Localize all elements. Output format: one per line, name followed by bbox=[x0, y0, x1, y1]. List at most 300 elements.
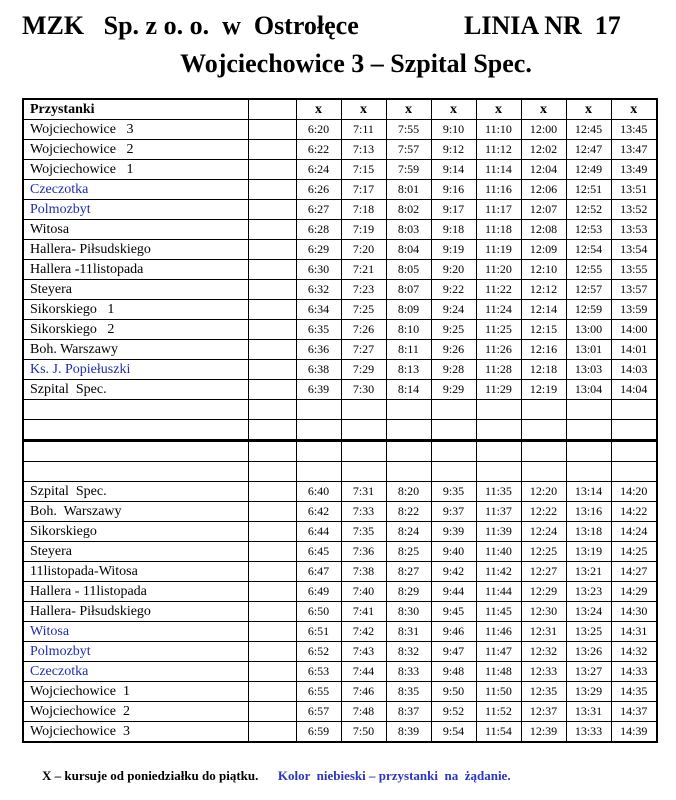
stop-name: Hallera - 11listopada bbox=[23, 582, 248, 602]
empty-cell bbox=[296, 462, 341, 482]
stop-name: Czeczotka bbox=[23, 180, 248, 200]
departure-time: 11:44 bbox=[476, 582, 521, 602]
departure-time: 13:31 bbox=[566, 702, 611, 722]
empty-cell bbox=[341, 400, 386, 420]
departure-time: 7:50 bbox=[341, 722, 386, 743]
departure-time: 12:33 bbox=[521, 662, 566, 682]
day-mark: x bbox=[566, 99, 611, 120]
departure-time: 13:25 bbox=[566, 622, 611, 642]
departure-time: 7:35 bbox=[341, 522, 386, 542]
timetable-row bbox=[23, 642, 657, 662]
departure-time: 7:41 bbox=[341, 602, 386, 622]
departure-time: 6:53 bbox=[296, 662, 341, 682]
day-mark: x bbox=[341, 99, 386, 120]
departure-time: 14:01 bbox=[611, 340, 657, 360]
departure-time: 7:40 bbox=[341, 582, 386, 602]
stop-name: Sikorskiego bbox=[23, 522, 248, 542]
departure-time: 13:54 bbox=[611, 240, 657, 260]
departure-time: 12:51 bbox=[566, 180, 611, 200]
timetable-row bbox=[23, 260, 657, 280]
stop-name: Wojciechowice 1 bbox=[23, 682, 248, 702]
timetable-row bbox=[23, 602, 657, 622]
spacer-cell bbox=[248, 200, 296, 220]
departure-time: 8:22 bbox=[386, 502, 431, 522]
spacer-cell bbox=[248, 522, 296, 542]
spacer-cell bbox=[248, 582, 296, 602]
footer-legend bbox=[42, 768, 662, 784]
departure-time: 7:46 bbox=[341, 682, 386, 702]
departure-time: 13:00 bbox=[566, 320, 611, 340]
empty-cell bbox=[521, 400, 566, 420]
departure-time: 9:37 bbox=[431, 502, 476, 522]
departure-time: 14:22 bbox=[611, 502, 657, 522]
timetable-row bbox=[23, 240, 657, 260]
company-name: MZK Sp. z o. o. w Ostrołęce bbox=[22, 11, 359, 40]
departure-time: 8:24 bbox=[386, 522, 431, 542]
departure-time: 9:26 bbox=[431, 340, 476, 360]
departure-time: 9:52 bbox=[431, 702, 476, 722]
route-title: Wojciechowice 3 – Szpital Spec. bbox=[180, 49, 532, 78]
day-mark: x bbox=[611, 99, 657, 120]
departure-time: 13:55 bbox=[611, 260, 657, 280]
departure-time: 11:24 bbox=[476, 300, 521, 320]
departure-time: 14:24 bbox=[611, 522, 657, 542]
departure-time: 9:18 bbox=[431, 220, 476, 240]
empty-cell bbox=[521, 441, 566, 462]
empty-cell bbox=[521, 420, 566, 441]
spacer-cell bbox=[248, 380, 296, 400]
header-line1 bbox=[22, 8, 662, 44]
departure-time: 13:04 bbox=[566, 380, 611, 400]
departure-time: 9:47 bbox=[431, 642, 476, 662]
departure-time: 8:07 bbox=[386, 280, 431, 300]
departure-time: 13:59 bbox=[611, 300, 657, 320]
departure-time: 13:21 bbox=[566, 562, 611, 582]
departure-time: 11:28 bbox=[476, 360, 521, 380]
departure-time: 6:42 bbox=[296, 502, 341, 522]
legend-weekdays: X – kursuje od poniedziałku do piątku. bbox=[42, 768, 259, 783]
empty-cell bbox=[341, 420, 386, 441]
timetable-row bbox=[23, 482, 657, 502]
departure-time: 11:47 bbox=[476, 642, 521, 662]
empty-cell bbox=[386, 420, 431, 441]
departure-time: 14:03 bbox=[611, 360, 657, 380]
empty-cell bbox=[611, 400, 657, 420]
departure-time: 11:39 bbox=[476, 522, 521, 542]
timetable-row bbox=[23, 502, 657, 522]
departure-time: 12:27 bbox=[521, 562, 566, 582]
departure-time: 6:32 bbox=[296, 280, 341, 300]
departure-time: 9:17 bbox=[431, 200, 476, 220]
empty-cell bbox=[23, 400, 248, 420]
spacer-cell bbox=[248, 360, 296, 380]
departure-time: 12:18 bbox=[521, 360, 566, 380]
departure-time: 8:31 bbox=[386, 622, 431, 642]
departure-time: 8:10 bbox=[386, 320, 431, 340]
departure-time: 13:24 bbox=[566, 602, 611, 622]
departure-time: 13:01 bbox=[566, 340, 611, 360]
departure-time: 9:54 bbox=[431, 722, 476, 743]
spacer-cell bbox=[248, 502, 296, 522]
departure-time: 12:31 bbox=[521, 622, 566, 642]
departure-time: 9:40 bbox=[431, 542, 476, 562]
departure-time: 6:34 bbox=[296, 300, 341, 320]
departure-time: 7:26 bbox=[341, 320, 386, 340]
departure-time: 9:16 bbox=[431, 180, 476, 200]
timetable-row bbox=[23, 380, 657, 400]
departure-time: 13:52 bbox=[611, 200, 657, 220]
departure-time: 13:19 bbox=[566, 542, 611, 562]
departure-time: 7:30 bbox=[341, 380, 386, 400]
departure-time: 7:36 bbox=[341, 542, 386, 562]
departure-time: 6:51 bbox=[296, 622, 341, 642]
empty-cell bbox=[296, 420, 341, 441]
departure-time: 7:25 bbox=[341, 300, 386, 320]
stop-name: Wojciechowice 3 bbox=[23, 120, 248, 140]
departure-time: 6:22 bbox=[296, 140, 341, 160]
stop-name: Wojciechowice 1 bbox=[23, 160, 248, 180]
day-mark: x bbox=[521, 99, 566, 120]
empty-cell bbox=[296, 441, 341, 462]
stop-name: Boh. Warszawy bbox=[23, 502, 248, 522]
departure-time: 7:55 bbox=[386, 120, 431, 140]
spacer-cell bbox=[248, 220, 296, 240]
departure-time: 7:29 bbox=[341, 360, 386, 380]
timetable-row bbox=[23, 320, 657, 340]
departure-time: 12:00 bbox=[521, 120, 566, 140]
departure-time: 6:29 bbox=[296, 240, 341, 260]
departure-time: 6:35 bbox=[296, 320, 341, 340]
departure-time: 12:10 bbox=[521, 260, 566, 280]
departure-time: 13:53 bbox=[611, 220, 657, 240]
departure-time: 9:42 bbox=[431, 562, 476, 582]
departure-time: 11:22 bbox=[476, 280, 521, 300]
empty-cell bbox=[23, 420, 248, 441]
departure-time: 7:31 bbox=[341, 482, 386, 502]
departure-time: 6:52 bbox=[296, 642, 341, 662]
stop-name: Sikorskiego 2 bbox=[23, 320, 248, 340]
departure-time: 6:47 bbox=[296, 562, 341, 582]
departure-time: 6:30 bbox=[296, 260, 341, 280]
departure-time: 8:27 bbox=[386, 562, 431, 582]
spacer-cell bbox=[248, 160, 296, 180]
departure-time: 6:50 bbox=[296, 602, 341, 622]
departure-time: 8:13 bbox=[386, 360, 431, 380]
stop-name: Polmozbyt bbox=[23, 200, 248, 220]
departure-time: 6:45 bbox=[296, 542, 341, 562]
departure-time: 11:20 bbox=[476, 260, 521, 280]
spacer-cell bbox=[248, 300, 296, 320]
stop-name: Hallera -11listopada bbox=[23, 260, 248, 280]
timetable-row bbox=[23, 120, 657, 140]
empty-cell bbox=[431, 420, 476, 441]
departure-time: 13:18 bbox=[566, 522, 611, 542]
day-mark: x bbox=[296, 99, 341, 120]
departure-time: 9:22 bbox=[431, 280, 476, 300]
spacer-cell bbox=[248, 702, 296, 722]
departure-time: 11:50 bbox=[476, 682, 521, 702]
departure-time: 7:23 bbox=[341, 280, 386, 300]
departure-time: 12:45 bbox=[566, 120, 611, 140]
departure-time: 12:08 bbox=[521, 220, 566, 240]
empty-cell bbox=[566, 462, 611, 482]
departure-time: 9:25 bbox=[431, 320, 476, 340]
departure-time: 8:35 bbox=[386, 682, 431, 702]
timetable-row bbox=[23, 562, 657, 582]
empty-cell bbox=[476, 400, 521, 420]
departure-time: 12:15 bbox=[521, 320, 566, 340]
departure-time: 7:15 bbox=[341, 160, 386, 180]
departure-time: 7:19 bbox=[341, 220, 386, 240]
stop-name: Witosa bbox=[23, 220, 248, 240]
empty-cell bbox=[566, 400, 611, 420]
departure-time: 14:32 bbox=[611, 642, 657, 662]
departure-time: 7:11 bbox=[341, 120, 386, 140]
departure-time: 9:20 bbox=[431, 260, 476, 280]
departure-time: 9:28 bbox=[431, 360, 476, 380]
departure-time: 11:35 bbox=[476, 482, 521, 502]
departure-time: 14:29 bbox=[611, 582, 657, 602]
departure-time: 9:39 bbox=[431, 522, 476, 542]
departure-time: 12:14 bbox=[521, 300, 566, 320]
timetable-row bbox=[23, 542, 657, 562]
departure-time: 9:35 bbox=[431, 482, 476, 502]
stop-name: Steyera bbox=[23, 280, 248, 300]
departure-time: 6:57 bbox=[296, 702, 341, 722]
departure-time: 12:54 bbox=[566, 240, 611, 260]
departure-time: 12:53 bbox=[566, 220, 611, 240]
departure-time: 9:48 bbox=[431, 662, 476, 682]
departure-time: 7:42 bbox=[341, 622, 386, 642]
departure-time: 12:12 bbox=[521, 280, 566, 300]
day-mark: x bbox=[431, 99, 476, 120]
timetable-row bbox=[23, 280, 657, 300]
departure-time: 13:33 bbox=[566, 722, 611, 743]
departure-time: 12:35 bbox=[521, 682, 566, 702]
departure-time: 12:37 bbox=[521, 702, 566, 722]
stop-name: Szpital Spec. bbox=[23, 380, 248, 400]
departure-time: 8:09 bbox=[386, 300, 431, 320]
stop-name: Witosa bbox=[23, 622, 248, 642]
departure-time: 12:24 bbox=[521, 522, 566, 542]
departure-time: 7:20 bbox=[341, 240, 386, 260]
legend-on-request: Kolor niebieski – przystanki na żądanie. bbox=[277, 768, 511, 783]
departure-time: 11:16 bbox=[476, 180, 521, 200]
departure-time: 7:18 bbox=[341, 200, 386, 220]
departure-time: 9:44 bbox=[431, 582, 476, 602]
departure-time: 14:25 bbox=[611, 542, 657, 562]
departure-time: 6:55 bbox=[296, 682, 341, 702]
departure-time: 6:44 bbox=[296, 522, 341, 542]
stop-name: Czeczotka bbox=[23, 662, 248, 682]
departure-time: 8:33 bbox=[386, 662, 431, 682]
empty-cell bbox=[23, 441, 248, 462]
timetable-row bbox=[23, 140, 657, 160]
spacer-cell bbox=[248, 622, 296, 642]
empty-cell bbox=[296, 400, 341, 420]
departure-time: 11:26 bbox=[476, 340, 521, 360]
stop-name: Polmozbyt bbox=[23, 642, 248, 662]
departure-time: 13:16 bbox=[566, 502, 611, 522]
empty-cell bbox=[566, 420, 611, 441]
timetable-row bbox=[23, 582, 657, 602]
departure-time: 12:22 bbox=[521, 502, 566, 522]
empty-cell bbox=[476, 441, 521, 462]
spacer-cell bbox=[248, 320, 296, 340]
timetable-row bbox=[23, 220, 657, 240]
spacer-cell bbox=[248, 140, 296, 160]
departure-time: 14:31 bbox=[611, 622, 657, 642]
empty-cell bbox=[248, 400, 296, 420]
departure-time: 14:30 bbox=[611, 602, 657, 622]
timetable-row bbox=[23, 200, 657, 220]
departure-time: 11:18 bbox=[476, 220, 521, 240]
departure-time: 14:39 bbox=[611, 722, 657, 743]
empty-row bbox=[23, 441, 657, 462]
departure-time: 6:36 bbox=[296, 340, 341, 360]
departure-time: 11:29 bbox=[476, 380, 521, 400]
empty-cell bbox=[386, 400, 431, 420]
empty-cell bbox=[611, 420, 657, 441]
empty-cell bbox=[611, 462, 657, 482]
empty-cell bbox=[521, 462, 566, 482]
departure-time: 12:19 bbox=[521, 380, 566, 400]
departure-time: 6:39 bbox=[296, 380, 341, 400]
departure-time: 6:38 bbox=[296, 360, 341, 380]
departure-time: 8:01 bbox=[386, 180, 431, 200]
departure-time: 9:50 bbox=[431, 682, 476, 702]
departure-time: 14:35 bbox=[611, 682, 657, 702]
timetable-row bbox=[23, 522, 657, 542]
departure-time: 8:14 bbox=[386, 380, 431, 400]
departure-time: 8:20 bbox=[386, 482, 431, 502]
empty-cell bbox=[476, 462, 521, 482]
departure-time: 7:21 bbox=[341, 260, 386, 280]
departure-time: 11:46 bbox=[476, 622, 521, 642]
departure-time: 8:02 bbox=[386, 200, 431, 220]
departure-time: 8:29 bbox=[386, 582, 431, 602]
departure-time: 8:37 bbox=[386, 702, 431, 722]
stops-column-header: Przystanki bbox=[23, 99, 248, 120]
departure-time: 12:32 bbox=[521, 642, 566, 662]
empty-cell bbox=[386, 462, 431, 482]
spacer-cell bbox=[248, 602, 296, 622]
empty-cell bbox=[611, 441, 657, 462]
departure-time: 9:24 bbox=[431, 300, 476, 320]
departure-time: 12:09 bbox=[521, 240, 566, 260]
departure-time: 7:27 bbox=[341, 340, 386, 360]
spacer-cell bbox=[248, 722, 296, 743]
departure-time: 6:27 bbox=[296, 200, 341, 220]
spacer-cell bbox=[248, 340, 296, 360]
departure-time: 7:17 bbox=[341, 180, 386, 200]
spacer-cell bbox=[248, 280, 296, 300]
spacer-cell bbox=[248, 662, 296, 682]
departure-time: 7:13 bbox=[341, 140, 386, 160]
departure-time: 11:40 bbox=[476, 542, 521, 562]
empty-cell bbox=[248, 462, 296, 482]
stop-name: Boh. Warszawy bbox=[23, 340, 248, 360]
empty-cell bbox=[476, 420, 521, 441]
stop-name: Hallera- Piłsudskiego bbox=[23, 602, 248, 622]
departure-time: 12:16 bbox=[521, 340, 566, 360]
departure-time: 6:49 bbox=[296, 582, 341, 602]
empty-row bbox=[23, 420, 657, 441]
empty-cell bbox=[431, 400, 476, 420]
departure-time: 14:33 bbox=[611, 662, 657, 682]
departure-time: 8:32 bbox=[386, 642, 431, 662]
departure-time: 11:54 bbox=[476, 722, 521, 743]
departure-time: 7:43 bbox=[341, 642, 386, 662]
day-mark: x bbox=[386, 99, 431, 120]
departure-time: 6:26 bbox=[296, 180, 341, 200]
stop-name: Hallera- Piłsudskiego bbox=[23, 240, 248, 260]
stop-name: Wojciechowice 3 bbox=[23, 722, 248, 743]
stop-name: Ks. J. Popiełuszki bbox=[23, 360, 248, 380]
departure-time: 7:38 bbox=[341, 562, 386, 582]
spacer-cell bbox=[248, 120, 296, 140]
departure-time: 11:12 bbox=[476, 140, 521, 160]
departure-time: 11:17 bbox=[476, 200, 521, 220]
empty-cell bbox=[386, 441, 431, 462]
departure-time: 9:46 bbox=[431, 622, 476, 642]
departure-time: 14:27 bbox=[611, 562, 657, 582]
departure-time: 11:48 bbox=[476, 662, 521, 682]
departure-time: 13:23 bbox=[566, 582, 611, 602]
empty-cell bbox=[23, 462, 248, 482]
departure-time: 11:37 bbox=[476, 502, 521, 522]
day-mark: x bbox=[476, 99, 521, 120]
departure-time: 6:24 bbox=[296, 160, 341, 180]
departure-time: 11:42 bbox=[476, 562, 521, 582]
timetable-row bbox=[23, 160, 657, 180]
empty-row bbox=[23, 462, 657, 482]
departure-time: 12:30 bbox=[521, 602, 566, 622]
departure-time: 14:20 bbox=[611, 482, 657, 502]
stop-name: Wojciechowice 2 bbox=[23, 702, 248, 722]
departure-time: 6:28 bbox=[296, 220, 341, 240]
departure-time: 8:30 bbox=[386, 602, 431, 622]
departure-time: 11:52 bbox=[476, 702, 521, 722]
line-number: LINIA NR 17 bbox=[464, 11, 621, 40]
departure-time: 12:07 bbox=[521, 200, 566, 220]
departure-time: 12:49 bbox=[566, 160, 611, 180]
departure-time: 13:03 bbox=[566, 360, 611, 380]
departure-time: 8:25 bbox=[386, 542, 431, 562]
empty-cell bbox=[431, 441, 476, 462]
departure-time: 8:39 bbox=[386, 722, 431, 743]
departure-time: 12:47 bbox=[566, 140, 611, 160]
departure-time: 8:04 bbox=[386, 240, 431, 260]
departure-time: 9:10 bbox=[431, 120, 476, 140]
departure-time: 11:45 bbox=[476, 602, 521, 622]
departure-time: 14:00 bbox=[611, 320, 657, 340]
departure-time: 9:12 bbox=[431, 140, 476, 160]
departure-time: 8:05 bbox=[386, 260, 431, 280]
departure-time: 9:14 bbox=[431, 160, 476, 180]
stop-name: Sikorskiego 1 bbox=[23, 300, 248, 320]
departure-time: 6:20 bbox=[296, 120, 341, 140]
empty-cell bbox=[431, 462, 476, 482]
departure-time: 12:55 bbox=[566, 260, 611, 280]
spacer-cell bbox=[248, 482, 296, 502]
departure-time: 11:14 bbox=[476, 160, 521, 180]
spacer-cell bbox=[248, 642, 296, 662]
departure-time: 8:11 bbox=[386, 340, 431, 360]
departure-time: 12:52 bbox=[566, 200, 611, 220]
departure-time: 7:33 bbox=[341, 502, 386, 522]
departure-time: 13:49 bbox=[611, 160, 657, 180]
